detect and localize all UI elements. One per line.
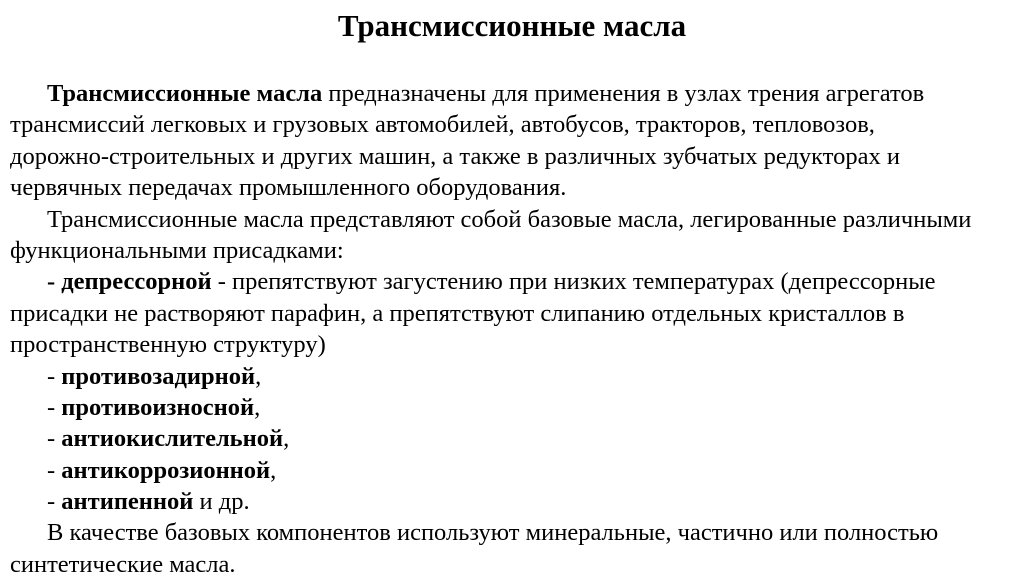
text-span: - препятствуют загустению при низких температурах (депрессорные: [211, 268, 936, 296]
list-item-term: антиокислительной: [61, 425, 284, 453]
list-item-depressor-line-3: пространственную структуру): [10, 331, 326, 359]
paragraph-1-line-2: трансмиссий легковых и грузовых автомобилей, автобусов, тракторов, тепловозов,: [10, 111, 875, 139]
list-item-antiscuff: [10, 361, 1020, 392]
list-punct: ,: [283, 425, 290, 453]
list-dash: -: [47, 362, 62, 390]
text-span: предназначены для применения в узлах трения агрегатов: [322, 80, 925, 107]
list-dash: -: [47, 393, 62, 421]
list-item-antiwear: [10, 392, 1020, 423]
list-dash: -: [47, 425, 62, 453]
list-item-depressor-line-2: присадки не растворяют парафин, а препятствуют слипанию отдельных кристаллов в: [10, 299, 905, 327]
list-item-antioxidant: [10, 423, 1020, 454]
list-punct: ,: [255, 362, 262, 390]
list-item-term: - депрессорной: [47, 268, 212, 296]
paragraph-1-line-3: дорожно-строительных и других машин, а также в различных зубчатых редукторах и: [10, 142, 900, 170]
paragraph-1-line-4: червячных передачах промышленного оборудования.: [10, 174, 567, 202]
list-item-depressor: [10, 266, 1020, 297]
paragraph-3-line-2: синтетические масла.: [10, 550, 236, 578]
list-punct: и др.: [193, 488, 250, 516]
paragraph-2-line-2: функциональными присадками:: [10, 236, 344, 264]
list-dash: -: [47, 488, 62, 516]
list-item-term: противоизносной: [61, 393, 255, 421]
slide-body: [10, 78, 1020, 580]
list-item-term: противозадирной: [61, 362, 256, 390]
slide-title: Трансмиссионные масла: [337, 8, 687, 43]
paragraph-3-line-1: В качестве базовых компонентов используют минеральные, частично или полностью: [47, 519, 939, 547]
list-item-term: антипенной: [61, 488, 194, 516]
list-punct: ,: [270, 456, 277, 484]
paragraph-2-line-1: Трансмиссионные масла представляют собой базовые масла, легированные различными: [47, 205, 972, 233]
list-item-antifoam: [10, 486, 1020, 517]
list-punct: ,: [254, 393, 261, 421]
term-bold: Трансмиссионные масла: [47, 80, 323, 107]
paragraph-1-line-1: [10, 78, 1020, 109]
list-item-term: антикоррозионной: [61, 456, 271, 484]
list-item-anticorrosion: [10, 455, 1020, 486]
list-dash: -: [47, 456, 62, 484]
